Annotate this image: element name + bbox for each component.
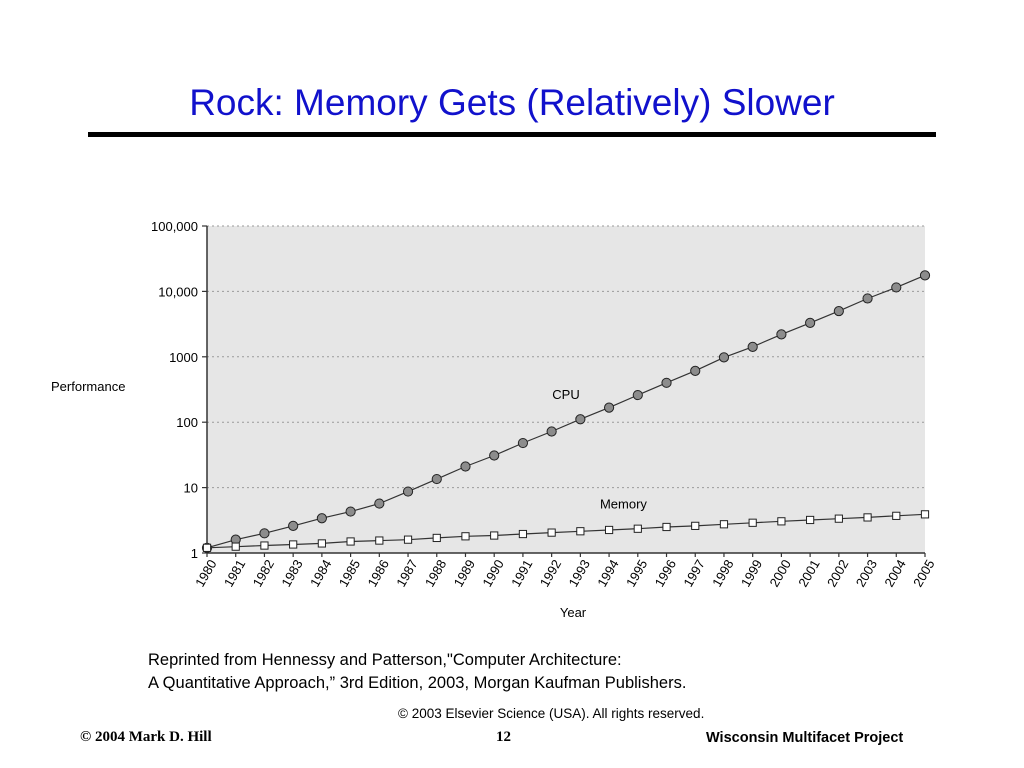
memory-data-point xyxy=(720,521,727,528)
memory-data-point xyxy=(433,534,440,541)
memory-data-point xyxy=(692,522,699,529)
memory-data-point xyxy=(835,515,842,522)
cpu-data-point xyxy=(547,427,556,436)
memory-data-point xyxy=(290,541,297,548)
cpu-data-point xyxy=(403,487,412,496)
cpu-data-point xyxy=(719,353,728,362)
cpu-data-point xyxy=(806,318,815,327)
x-tick-label: 2003 xyxy=(852,557,881,590)
x-tick-label: 1995 xyxy=(622,557,651,590)
cpu-data-point xyxy=(691,366,700,375)
memory-data-point xyxy=(232,543,239,550)
memory-data-point xyxy=(577,528,584,535)
y-tick-label: 10,000 xyxy=(158,284,198,300)
y-axis-label: Performance xyxy=(51,379,126,394)
x-tick-label: 1991 xyxy=(508,557,536,590)
y-tick-label: 10 xyxy=(183,480,198,496)
memory-data-point xyxy=(778,518,785,525)
x-tick-label: 1980 xyxy=(192,557,220,590)
citation xyxy=(148,649,686,695)
memory-data-point xyxy=(807,516,814,523)
cpu-data-point xyxy=(432,474,441,483)
x-tick-label: 2001 xyxy=(795,557,823,590)
y-tick-label: 100,000 xyxy=(151,219,198,234)
x-tick-label: 1994 xyxy=(594,557,622,590)
cpu-data-point xyxy=(260,529,269,538)
x-tick-label: 2000 xyxy=(766,557,794,590)
memory-data-point xyxy=(261,542,268,549)
memory-data-point xyxy=(548,529,555,536)
series-label-cpu: CPU xyxy=(552,387,580,403)
cpu-data-point xyxy=(576,415,585,424)
citation-line-2: A Quantitative Approach,” 3rd Edition, 2003, Morgan Kaufman Publishers. xyxy=(148,674,687,692)
memory-data-point xyxy=(893,512,900,519)
x-tick-label: 2005 xyxy=(910,557,938,590)
memory-data-point xyxy=(605,526,612,533)
x-tick-label: 1985 xyxy=(335,557,364,590)
cpu-data-point xyxy=(375,499,384,508)
cpu-data-point xyxy=(662,378,671,387)
cpu-data-point xyxy=(777,330,786,339)
cpu-data-point xyxy=(289,521,298,530)
series-label-memory: Memory xyxy=(599,496,647,512)
x-tick-label: 2004 xyxy=(881,557,909,590)
y-tick-label: 1000 xyxy=(169,349,198,365)
citation-line-1: Reprinted from Hennessy and Patterson,"Computer Architecture: xyxy=(148,651,622,669)
cpu-data-point xyxy=(920,271,929,280)
memory-data-point xyxy=(749,519,756,526)
memory-data-point xyxy=(921,511,928,518)
cpu-data-point xyxy=(748,342,757,351)
cpu-data-point xyxy=(633,390,642,399)
cpu-data-point xyxy=(604,403,613,412)
cpu-data-point xyxy=(518,438,527,447)
slide-title: Rock: Memory Gets (Relatively) Slower xyxy=(189,82,835,123)
x-tick-label: 1990 xyxy=(479,557,507,590)
x-tick-label: 1996 xyxy=(651,557,680,590)
memory-data-point xyxy=(864,514,871,521)
memory-data-point xyxy=(347,538,354,545)
page-number: 12 xyxy=(496,729,511,745)
memory-data-point xyxy=(634,525,641,532)
memory-data-point xyxy=(663,523,670,530)
x-tick-label: 1984 xyxy=(307,557,335,590)
y-tick-label: 1 xyxy=(190,546,198,561)
memory-data-point xyxy=(376,537,383,544)
x-tick-label: 1989 xyxy=(450,557,479,590)
cpu-data-point xyxy=(490,451,499,460)
cpu-data-point xyxy=(863,294,872,303)
footer-author: © 2004 Mark D. Hill xyxy=(80,729,212,745)
cpu-data-point xyxy=(461,462,470,471)
memory-data-point xyxy=(519,530,526,537)
memory-data-point xyxy=(404,536,411,543)
x-tick-label: 1986 xyxy=(364,557,392,590)
x-tick-label: 1987 xyxy=(393,557,421,590)
x-tick-label: 1983 xyxy=(278,557,306,590)
x-axis-label: Year xyxy=(559,605,587,620)
x-tick-label: 1988 xyxy=(421,557,450,590)
footer-project: Wisconsin Multifacet Project xyxy=(706,730,904,746)
x-tick-label: 1998 xyxy=(709,557,737,590)
x-tick-label: 1992 xyxy=(536,557,565,590)
cpu-data-point xyxy=(346,507,355,516)
x-tick-label: 1981 xyxy=(220,557,249,590)
x-tick-label: 1993 xyxy=(565,557,593,590)
x-tick-label: 2002 xyxy=(823,557,852,590)
cpu-data-point xyxy=(892,283,901,292)
cpu-data-point xyxy=(834,306,843,315)
x-tick-label: 1997 xyxy=(680,557,708,590)
memory-data-point xyxy=(203,544,210,551)
copyright-notice: © 2003 Elsevier Science (USA). All rights reserved. xyxy=(398,706,705,721)
memory-data-point xyxy=(491,532,498,539)
y-tick-label: 100 xyxy=(176,415,198,431)
cpu-data-point xyxy=(317,514,326,523)
memory-data-point xyxy=(462,533,469,540)
memory-data-point xyxy=(318,540,325,547)
x-tick-label: 1999 xyxy=(737,557,766,590)
x-tick-label: 1982 xyxy=(249,557,278,590)
